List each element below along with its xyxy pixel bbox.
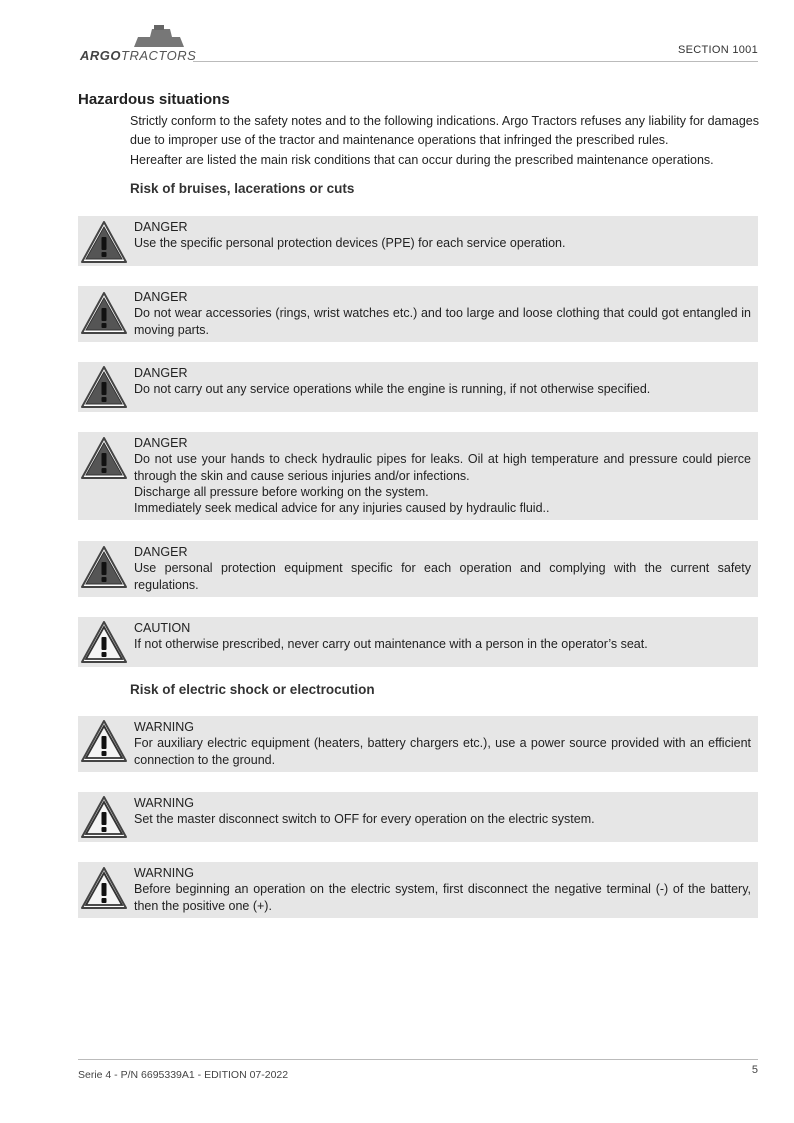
notice-level: WARNING — [134, 720, 194, 734]
notice-level: WARNING — [134, 796, 194, 810]
notice-level: DANGER — [134, 220, 188, 234]
danger-notice — [78, 362, 758, 412]
notice-level: DANGER — [134, 366, 188, 380]
warning-triangle-dark-icon — [80, 220, 128, 264]
notice-level: CAUTION — [134, 621, 191, 635]
notice-text: Do not wear accessories (rings, wrist watches etc.) and too large and loose clothing that could got entangled in moving parts. — [134, 306, 751, 337]
caution-notice — [78, 617, 758, 667]
notice-text: Before beginning an operation on the electric system, first disconnect the negative terminal (-) of the battery, then the positive one (+). — [134, 882, 751, 913]
notice-text: Use the specific personal protection devices (PPE) for each service operation. — [134, 236, 566, 251]
notice-text: Do not carry out any service operations while the engine is running, if not otherwise specified. — [134, 382, 651, 397]
warning-triangle-dark-icon — [80, 291, 128, 335]
danger-notice — [78, 541, 758, 597]
warning-triangle-dark-icon — [80, 365, 128, 409]
warning-triangle-light-icon — [80, 795, 128, 839]
warning-notice — [78, 862, 758, 918]
page-header — [78, 20, 758, 64]
intro-paragraph: Hereafter are listed the main risk conditions that can occur during the prescribed maintenance operations. — [130, 153, 714, 167]
argo-tractors-logo — [78, 20, 208, 64]
intro-paragraph: Strictly conform to the safety notes and to the following indications. Argo Tractors refuses any liability for damages due to improper use of the tractor and maintenance operations that infringed the prescribed rules. — [130, 114, 759, 147]
warning-notice — [78, 716, 758, 772]
notice-level: DANGER — [134, 290, 188, 304]
warning-triangle-light-icon — [80, 719, 128, 763]
notice-level: DANGER — [134, 436, 188, 450]
notice-level: WARNING — [134, 866, 194, 880]
page-title: Hazardous situations — [78, 91, 230, 108]
tractor-logo-icon — [130, 25, 186, 49]
edition-info: Serie 4 - P/N 6695339A1 - EDITION 07-2022 — [78, 1069, 289, 1081]
warning-triangle-dark-icon — [80, 436, 128, 480]
warning-notice — [78, 792, 758, 842]
notice-text: For auxiliary electric equipment (heaters, battery chargers etc.), use a power source provided with an efficient connection to the ground. — [134, 736, 751, 767]
notice-text: Do not use your hands to check hydraulic pipes for leaks. Oil at high temperature and pressure could pierce through the skin and cause serious injuries and/or infections. Discharge all pressure before working on the system. Immediately seek medical advice for any injuries caused by hydraulic fluid.. — [134, 452, 751, 516]
footer-divider — [78, 1059, 758, 1060]
notice-text: Use personal protection equipment specific for each operation and complying with the current safety regulations. — [134, 561, 751, 592]
danger-notice — [78, 432, 758, 520]
warning-triangle-light-icon — [80, 866, 128, 910]
warning-triangle-light-icon — [80, 620, 128, 664]
page-number: 5 — [751, 1064, 758, 1076]
logo-text-bold: ARGO — [80, 48, 121, 63]
notice-text: Set the master disconnect switch to OFF for every operation on the electric system. — [134, 812, 595, 827]
section-heading: Risk of electric shock or electrocution — [130, 682, 375, 697]
danger-notice — [78, 286, 758, 342]
notice-level: DANGER — [134, 545, 188, 559]
intro-text — [130, 112, 759, 170]
header-divider — [193, 61, 758, 62]
section-label: SECTION 1001 — [677, 44, 758, 56]
logo-text-light: TRACTORS — [121, 48, 197, 63]
danger-notice — [78, 216, 758, 266]
section-heading: Risk of bruises, lacerations or cuts — [130, 181, 355, 196]
notice-text: If not otherwise prescribed, never carry out maintenance with a person in the operator’s seat. — [134, 637, 648, 652]
warning-triangle-dark-icon — [80, 545, 128, 589]
